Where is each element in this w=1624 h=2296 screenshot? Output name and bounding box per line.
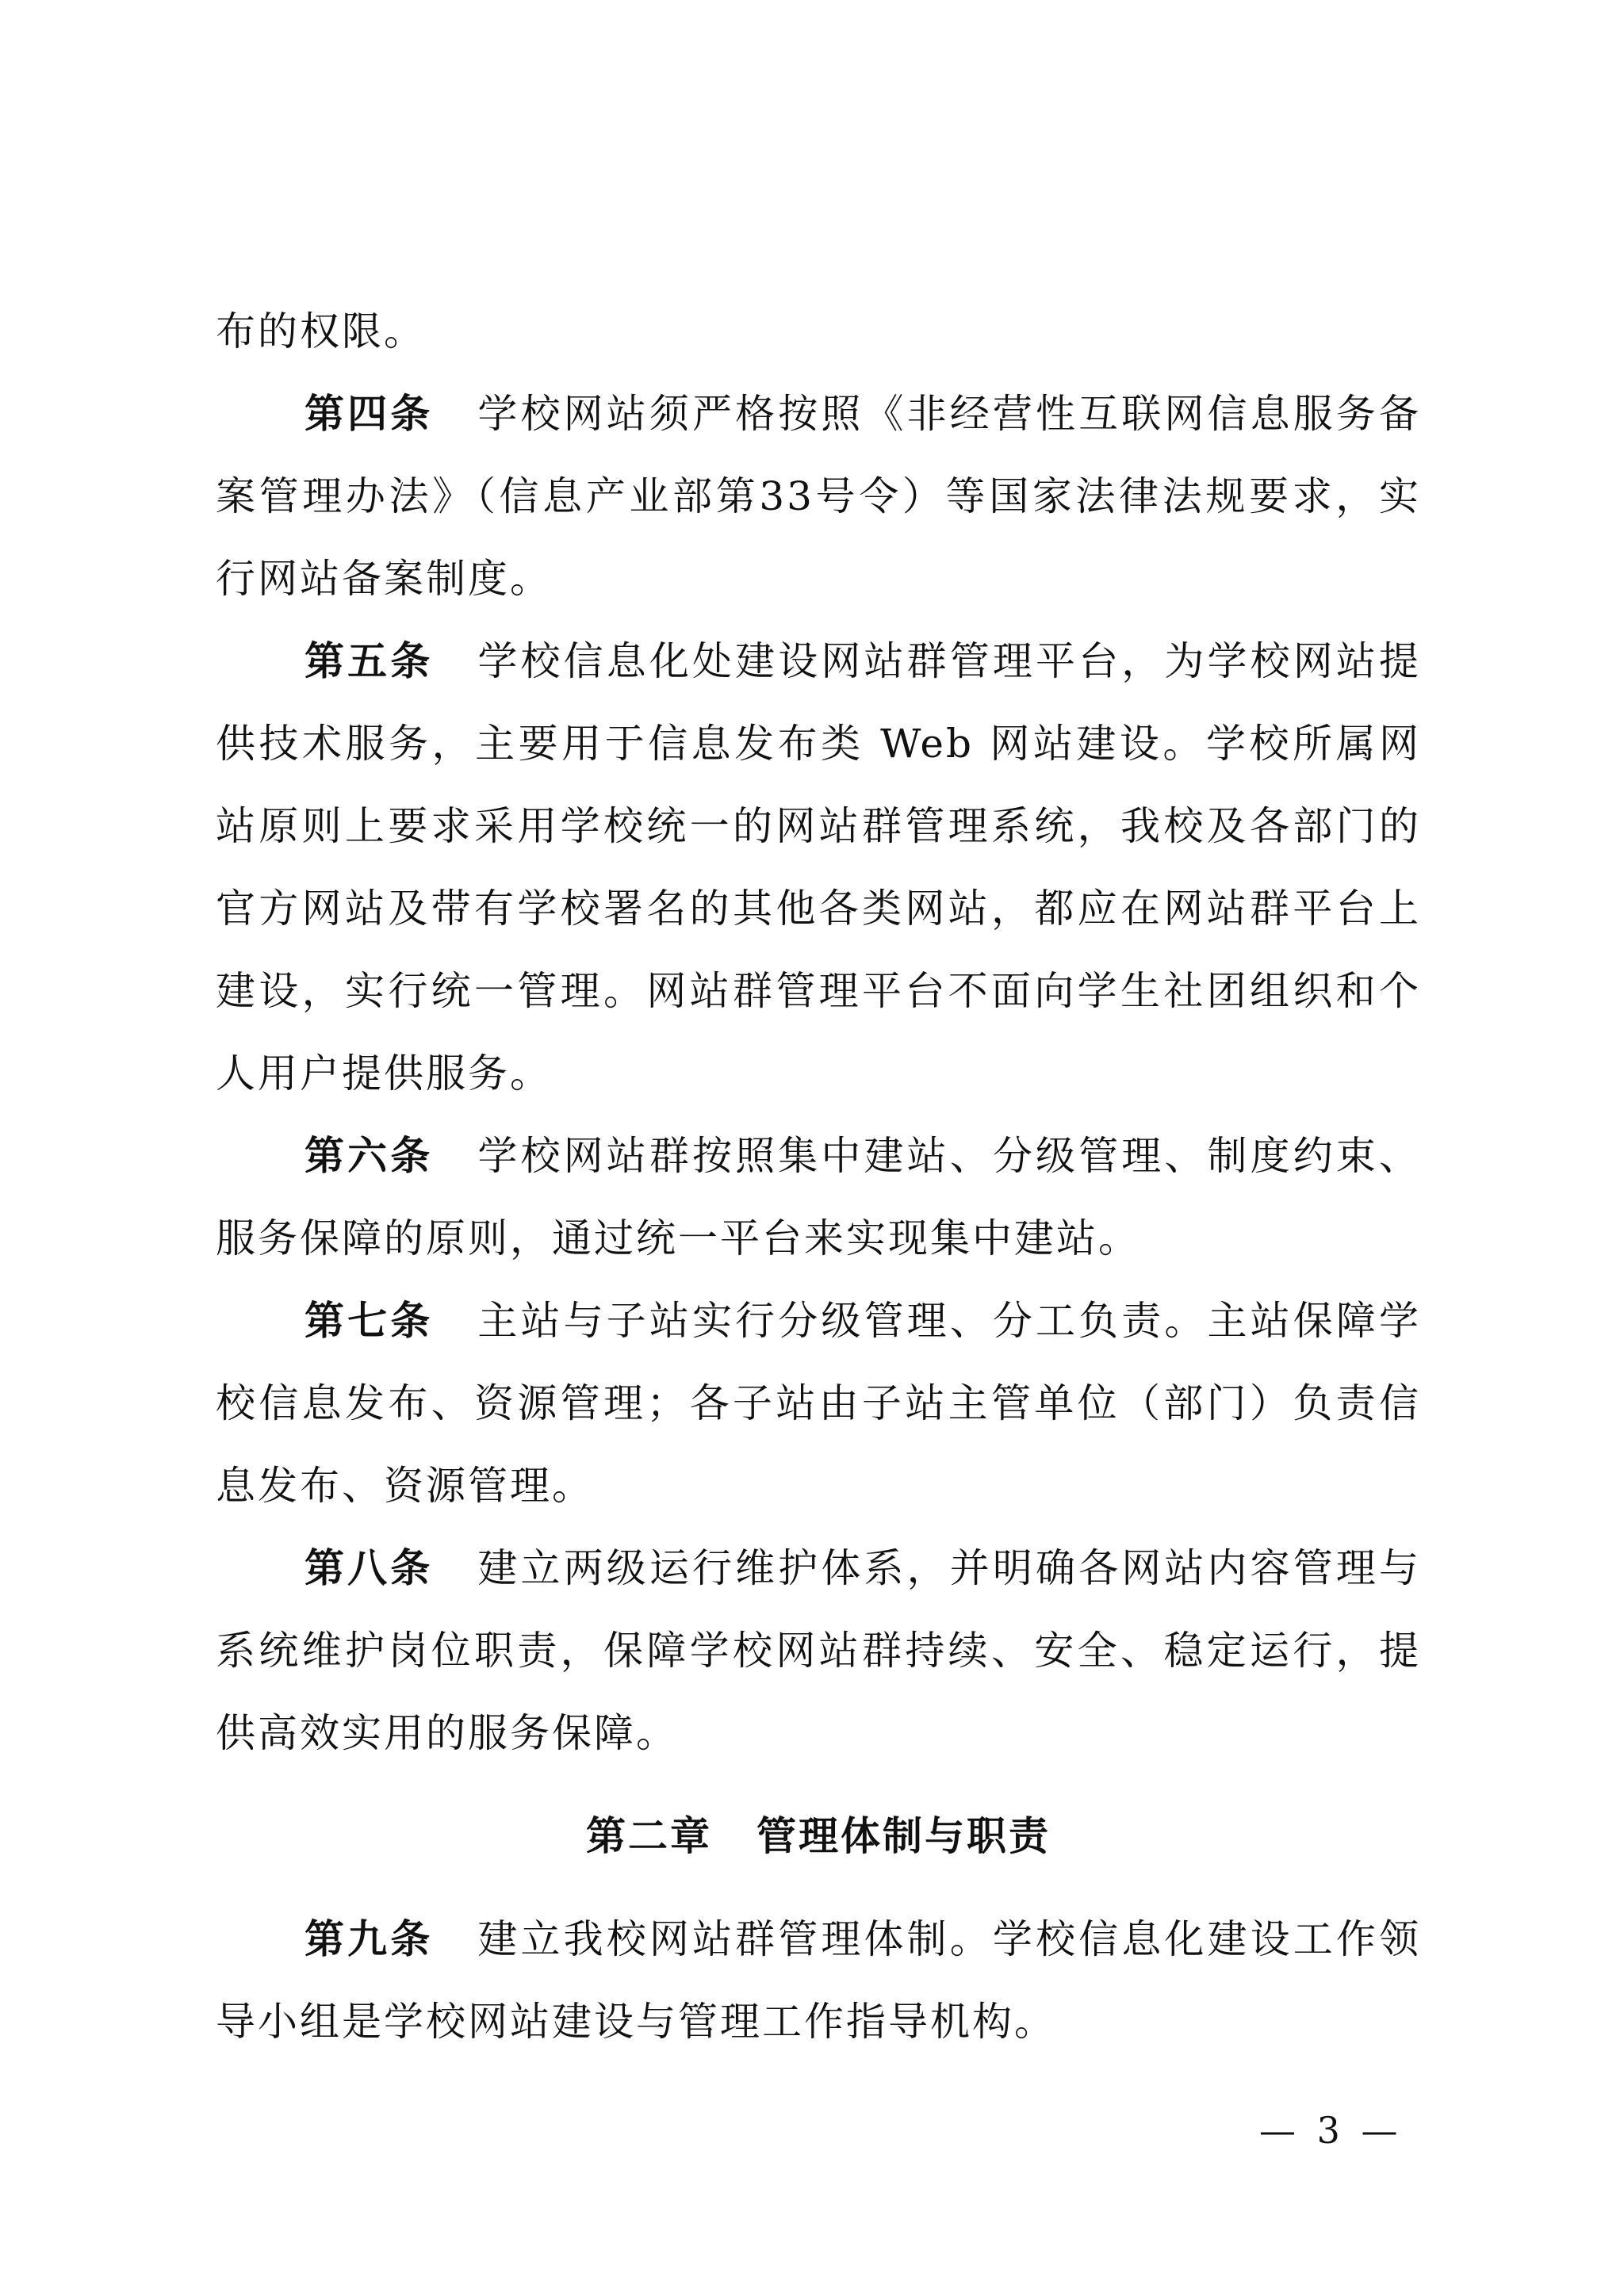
chapter-title-text: 管理体制与职责 [756,1813,1051,1859]
article-6-number: 第六条 [304,1133,434,1179]
article-9-text: 建立我校网站群管理体制。学校信息化建设工作领导小组是学校网站建设与管理工作指导机构。 [216,1916,1421,2045]
article-8-text: 建立两级运行维护体系，并明确各网站内容管理与系统维护岗位职责，保障学校网站群持续、安全、稳定运行，提供高效实用的服务保障。 [216,1545,1421,1756]
article-8-number: 第八条 [304,1545,434,1591]
chapter-heading [216,1795,1421,1877]
article-6-text: 学校网站群按照集中建站、分级管理、制度约束、服务保障的原则，通过统一平台来实现集中建站。 [216,1133,1421,1261]
page-number: — 3 — [1259,2109,1403,2152]
article-6 [216,1115,1421,1280]
article-8 [216,1527,1421,1774]
article-9-number: 第九条 [304,1916,434,1962]
article-5-number: 第五条 [304,638,434,684]
opening-paragraph [216,290,1421,373]
article-7 [216,1280,1421,1527]
article-9 [216,1898,1421,2063]
article-7-number: 第七条 [304,1298,434,1344]
opening-text: 布的权限。 [216,308,426,354]
chapter-number: 第二章 [586,1813,712,1859]
article-4-text: 学校网站须严格按照《非经营性互联网信息服务备案管理办法》（信息产业部第33号令）等国家法律法规要求，实行网站备案制度。 [216,391,1421,602]
article-4 [216,373,1421,620]
article-5 [216,620,1421,1115]
document-body [216,290,1421,2063]
article-7-text: 主站与子站实行分级管理、分工负责。主站保障学校信息发布、资源管理；各子站由子站主管单位（部门）负责信息发布、资源管理。 [216,1298,1421,1509]
article-5-text: 学校信息化处建设网站群管理平台，为学校网站提供技术服务，主要用于信息发布类 Web 网站建设。学校所属网站原则上要求采用学校统一的网站群管理系统，我校及各部门的官方网站及带有学校署名的其他各类网站，都应在网站群平台上建设，实行统一管理。网站群管理平台不面向学生社团组织和个人用户提供服务。 [216,638,1421,1096]
article-4-number: 第四条 [304,391,434,437]
